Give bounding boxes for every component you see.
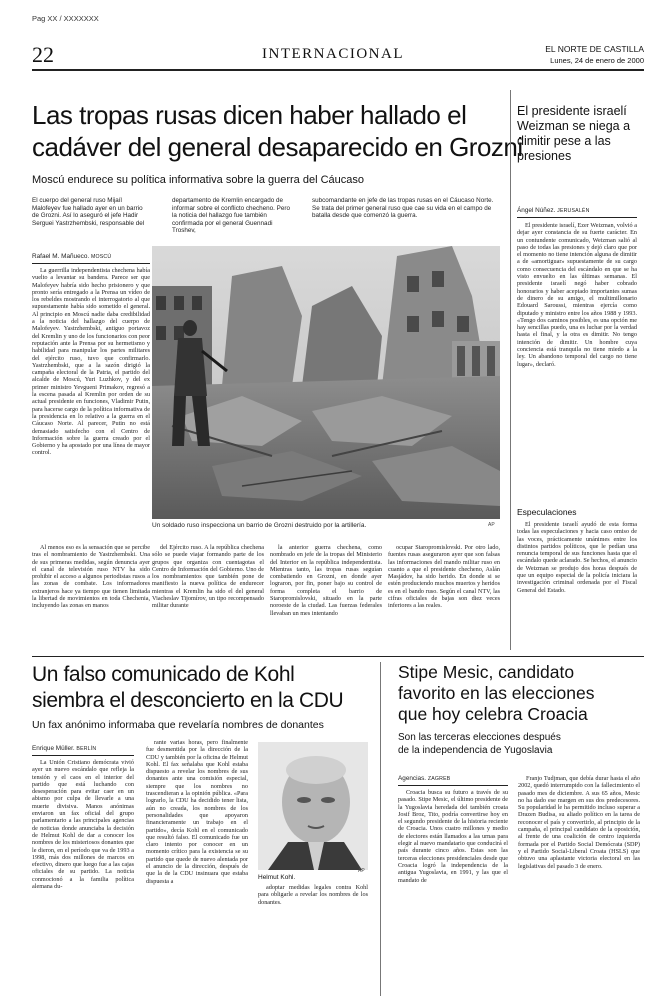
kohl-photo — [258, 742, 368, 870]
kohl-body-col-1 — [32, 759, 134, 995]
weizman-byline — [517, 207, 590, 214]
newspaper-name: EL NORTE DE CASTILLA — [545, 44, 644, 54]
kohl-body-col-3 — [258, 884, 368, 924]
lead-body-col-4 — [388, 544, 500, 644]
mesic-byline-name: Agencias. — [398, 775, 427, 782]
lead-byline — [32, 253, 111, 260]
lead-intro-col-2: departamento de Kremlin encargado de informar sobre el conflicto checheno. Pero la noticia del hallazgo fue también confirmada por el general Guennadi Troshev, — [172, 197, 290, 235]
kohl-headline-line-2: siembra el desconcierto en la CDU — [32, 689, 344, 712]
weizman-subhead: Especulaciones — [517, 507, 577, 517]
kohl-portrait-image — [258, 742, 368, 870]
lead-body-text-1b: Al menos eso es la sensación que se percibe tras el nombramiento de Yastrzhembski. Una de sus primeras medidas, según denuncia ayer el canal de televisión ruso NTV ha sido prohibir el acceso a algunos periodistas rusos a las zonas de combate. Los informadores extranjeros hace ya tiempo que tienen limitada la libertad de movimientos en toda Chechenia, incluyendo las zonas en manos — [32, 544, 150, 610]
masthead-rule — [32, 69, 644, 71]
kohl-photo-caption: Helmut Kohl. — [258, 874, 296, 881]
kohl-headline-line-1: Un falso comunicado de Kohl — [32, 663, 295, 686]
weizman-headline: El presidente israelí Weizman se niega a dimitir pese a las presiones — [517, 104, 631, 163]
kohl-body-text-2: rante varias horas, pero finalmente fue desmentida por la dirección de la CDU y también por la oficina de Helmut Kohl. El fax señalaba que Kohl estaba dispuesto a revelar los nombres de sus donantes ante una comisión especial, siempre que los nombres no trascendieran a la opinión pública. «Para lograrlo, la CDU ha decidido tener lista, aún no creada, los nombres de los personalidades que apoyaron financieramente un trabajo en el partido», decía Kohl en el comunicado que resultó falso. El comunicado fue un claro intento por conocer en un momento crítico para la existencia se su partido que quede de nuevo alentada por el anuncio de la dirección, después de que la de la CDU insinuara que estaba dispuesta a — [146, 739, 248, 885]
kohl-subheadline: Un fax anónimo informaba que revelaría nombres de donantes — [32, 719, 324, 731]
mesic-headline-line-3: que hoy celebra Croacia — [398, 704, 588, 724]
lead-intro-col-3: subcomandante en jefe de las tropas rusas en el Cáucaso Norte. Se trata del primer general ruso que cae su vida en el campo de batalla desde que comenzó la guerra. — [312, 197, 494, 220]
lead-byline-rule — [32, 263, 150, 264]
mesic-byline-rule — [398, 785, 508, 786]
weizman-byline-place: JERUSALÉN — [557, 208, 590, 214]
weizman-body-text: El presidente israelí, Ezer Weizman, volvió a dejar ayer constancia de su fuerte carácter. En un contundente comunicado, Weizman salió al paso de todas las presiones y dejó claro que por el momento no tiene intención alguna de dimitir a de «amortiguar» supuestamente de su cargo como consecuencia del escándalo en que se ha visto envuelto en las últimas semanas. El presidente israelí negó haber cobrado honorarios y haber aceptado importantes sumas de dinero de su amigo, el multimillonario Edouard Saroussi, mientras ejercía como diputado y ministro entre los años 1988 y 1993. «Tengo dos caminos posibles, es una opción me hay sencillas puedo, una es luchar por la verdad hasta el final, y la otra es dimitir. No tengo intención de dimitir. Un hombre cuya conciencia está tranquila no tiene miedo a la ley. Un abandono temporal del cargo no tiene lugar», declaró. — [517, 222, 637, 368]
page-ref: Pag XX / XXXXXXX — [32, 14, 99, 23]
page-number: 22 — [32, 42, 54, 67]
kohl-body-col-2 — [146, 739, 248, 995]
mesic-body-text-1: Croacia busca su futuro a través de su pasado. Stipe Mesic, el último presidente de la Yugoslavia heredada del también croata Josif Broz, Tito, podría convertirse hoy en el segundo presidente de la historia reciente de Croacia. Unos cuatro millones y medio de electores están llamados a las urnas para elegir al nuevo mandatario que conducirá el país durante cinco años. Estas son las terceras elecciones presidenciales desde que Croacia logró la independencia de la antigua Yugoslavia, en 1991, y las que el mandato de — [398, 789, 508, 884]
lead-byline-place: MOSCÚ — [90, 254, 112, 260]
lead-body-col-2 — [152, 544, 264, 644]
kohl-body-text-3: adoptar medidas legales contra Kohl para obligarle a revelar los nombres de los donantes. — [258, 884, 368, 906]
kohl-photo-credit: AP — [358, 868, 365, 874]
lead-body-text-4: ocupar Staropromislovski. Por otro lado, fuentes rusas aseguraron ayer que son falsas las informaciones del mando militar ruso en cuanto a que el presidente checheno, Aslán Masjádov, ha sido herido. En donde si se estén produciendo muchos muertos y heridos es en el bando ruso. Según el canal NTV, las cifras oficiales de bajas son diez veces inferiores a las reales. — [388, 544, 500, 610]
lead-subheadline: Moscú endurece su política informativa sobre la guerra del Cáucaso — [32, 174, 365, 186]
section-name: INTERNACIONAL — [262, 46, 404, 62]
kohl-byline-name: Enrique Müller. — [32, 745, 75, 752]
mesic-byline-place: ZAGREB — [427, 776, 451, 782]
lead-photo-caption: Un soldado ruso inspecciona un barrio de Grozni destruido por la artillería. — [152, 522, 367, 529]
kohl-byline-place: BERLÍN — [76, 746, 97, 752]
kohl-body-text-1: La Unión Cristiano demócrata vivió ayer un nuevo escándalo que refleja la tensión y el caos en el interior del partido que está luchando con desesperación para evitar caer en un abismo por culpa de llevarle a una muerte divisiva. Manos anónimas enviaron un fax oficial del grupo parlamentario a las principales agencias de noticias donde anunciaba la decisión de Helmut Kohl de dar a conocer los nombres de los misteriosos donantes que le dieron, en el período que va de 1993 a 1998, más dos millones de marcos en efectivo, dinero que luego fue a las cajas oficiales de su partido. La noticia conmocionó a la familia política alemana du- — [32, 759, 134, 891]
lead-body-text-1: La guerrilla independentista chechena había vuelto a levantar su bandera. Parece ser que Malofeyev habría sido hecho prisionero y que pronto sería entregado a la Prensa un vídeo de los rebeldes mostrando el interrogatorio al que supuestamente había sido sometido el general. Al principio en Moscú nadie daba credibilidad a la noticia del hallazgo del cuerpo de Malofeyev. Yastrzhembski, antiguo portavoz del Kremlin y uno de los funcionarios con peor reputación ante la Prensa por su hermetismo y habilidad para manipular los partes militares del ejército ruso, tuvo que confirmarlo. Yastrzhembski, que a la sazón dirigió la campaña electoral de la Patria, el partido del alcalde de Moscú, Yuri Luzhkov, y del ex primer ministro Yevgueni Primakov, regresó a la escena pasada al Kremlin por orden de su actual presidente en funciones, Vladimir Putin, para hacerse cargo de la política informativa de la presidencia en lo relativo a la guerra en el Cáucaso Norte. Al parecer, Putin no está demasiado satisfecho con el Centro de Información sobre la guerra creado por el Gobierno y ha apostado por una línea de mayor control. — [32, 267, 150, 457]
weizman-body-text-2: El presidente israelí ayudó de esta forma todas las especulaciones y hacia caso omiso de las voces, prácticamente unánimes entre los distintos partidos políticos, que le pedían una renuncia temporal de sus funciones hasta que el escándalo quede aclarado. Se hechos, el anuncio de Weizman se produjo dos horas después de que un equipo especial de la policía iniciara la investigación criminal ordenada por el Fiscal General del Estado. — [517, 521, 637, 594]
weizman-body-2 — [517, 521, 637, 641]
weizman-body — [517, 222, 637, 500]
mesic-byline — [398, 775, 450, 782]
lead-body-text-3: la anterior guerra chechena, como nombrado en jefe de la tropas del Ministerio del Interior en la república independentista. Mientras tanto, las tropas rusas seguían combatiendo en Grozni, en donde ayer lograron, por fin, poner bajo su control de forma completa el barrio de Staropromislovski, situado en la parte noroeste de la ciudad. Las fuerzas federales llevaban un mes intentando — [270, 544, 382, 617]
mesic-body-col-2 — [518, 775, 640, 995]
mesic-subheadline-line-1: Son las terceras elecciones después — [398, 732, 561, 743]
lead-body-col-3 — [270, 544, 382, 644]
lead-byline-name: Rafael M. Mañueco. — [32, 253, 90, 260]
lead-intro-col-1: El cuerpo del general ruso Mijaíl Malofeyev fue hallado ayer en un barrio de Grozni. Así lo aseguró el jefe Hadir Serguei Yastrzhembski, responsable del — [32, 197, 145, 227]
kohl-byline-rule — [32, 755, 134, 756]
mesic-subheadline-line-2: de la independencia de Yugoslavia — [398, 745, 553, 756]
lead-body-col-1 — [32, 267, 150, 541]
lead-headline-line-2: cadáver del general desaparecido en Grozni — [32, 132, 523, 162]
lead-photo-credit: AP — [488, 522, 495, 528]
grozni-ruins-image — [152, 246, 500, 519]
kohl-byline — [32, 745, 96, 752]
issue-date: Lunes, 24 de enero de 2000 — [550, 56, 644, 65]
grozni-photo — [152, 246, 500, 519]
mesic-divider — [380, 662, 381, 996]
mesic-body-text-2: Franjo Tudjman, que debía durar hasta el año 2002, quedó interrumpido con la fallecimiento el pasado mes de diciembre. A sus 65 años, Mesic no ha dado ese margen en sus dos predecesores. Su popularidad le ha permitido incluso superar a Drazen Budisa, su aliado político en la tarea de reconocer el país y convertirlo, al principio de la campaña, el principal candidato de la oposición, al frente de una coalición de centro izquierda formada por el Partido Social Demócrata (SDP) y el Partido Social-Liberal Croata (HSLS) que obtuvo una aplastante victoria electoral en las legislativas del pasado 3 de enero. — [518, 775, 640, 870]
lead-body-text-2: del Ejército ruso. A la república chechena sólo se puede viajar formando parte de los grupos que organiza con cuentagotas el Centro de Información del Gobierno. Uno de los nombramientos que también pone de manifiesto la nueva política de endurecer mientras el Kremlin ha sido el del general Viacheslav Tijomírov, un tipo recompensado militar durante — [152, 544, 264, 610]
mesic-headline-line-2: favorito en las elecciones — [398, 683, 595, 703]
weizman-byline-rule — [517, 217, 637, 218]
lower-section-rule — [32, 656, 644, 657]
lead-body-col-1b — [32, 544, 150, 644]
mesic-headline-line-1: Stipe Mesic, candidato — [398, 662, 575, 682]
weizman-byline-name: Ángel Núñez. — [517, 207, 556, 214]
sidebar-divider — [510, 90, 511, 650]
lead-headline-line-1: Las tropas rusas dicen haber hallado el — [32, 100, 467, 130]
mesic-body-col-1 — [398, 789, 508, 995]
